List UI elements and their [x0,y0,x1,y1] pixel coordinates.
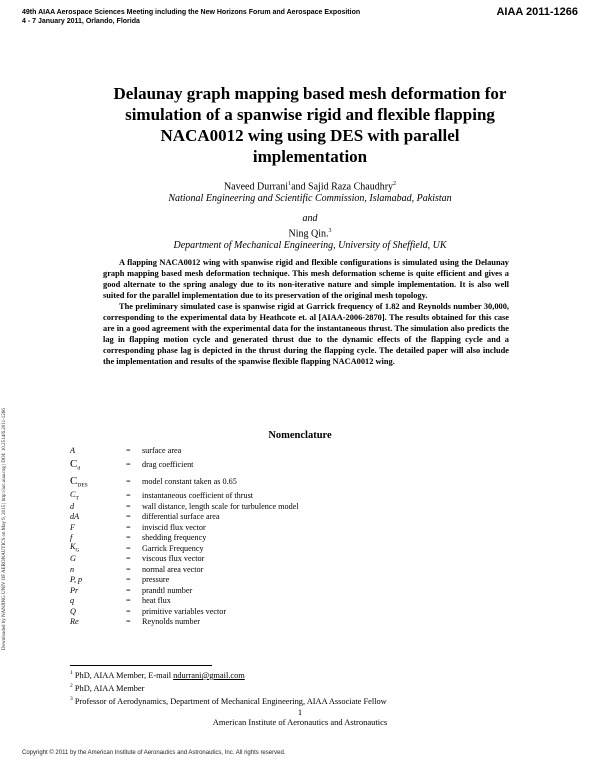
symbol-letter: P, p [70,575,83,585]
equals-sign: = [126,460,131,469]
nomenclature-row [70,543,470,554]
publisher-name: American Institute of Aeronautics and Astronautics [212,717,388,727]
symbol-subscript: DES [77,482,88,489]
footnote-3-number: 3 [70,695,73,702]
nomenclature-description: viscous flux vector [142,554,205,564]
symbol-letter: C [70,489,76,499]
author-1-sup: 1 [288,181,292,187]
nomenclature-row [70,564,470,575]
nomenclature-symbol [70,586,126,595]
nomenclature-symbol [70,490,126,502]
symbol-subscript: T [75,495,79,502]
symbol-letter: Pr [70,585,79,595]
conference-line-1: 49th AIAA Aerospace Sciences Meeting including the New Horizons Forum and Aerospace Exposition [22,9,361,16]
nomenclature-row [70,490,470,501]
nomenclature-row [70,445,470,456]
nomenclature-row [70,575,470,586]
nomenclature-heading: Nomenclature [268,430,332,441]
nomenclature-row [70,606,470,617]
author-email-link[interactable]: ndurrani@gmail.com [173,670,245,680]
footnote-3-text: Professor of Aerodynamics, Department of Mechanical Engineering, AIAA Associate Fellow [74,696,387,706]
footnote-3 [70,694,550,707]
nomenclature-description: model constant taken as 0.65 [142,477,237,486]
nomenclature-row [70,617,470,628]
equals-sign: = [126,533,131,543]
authors-line [90,178,530,193]
equals-sign: = [126,596,131,606]
abstract-paragraph-1: A flapping NACA0012 wing with spanwise rigid and flexible configurations is simulated using the Delaunay graph mapping based mesh deformation technique. This mesh deformation scheme is quite efficient and gives a good alternate to the spring analogy due to its non-iterative nature and simple implementation. It is also well suited for the parallel implementation due to its preservation of the original mesh topology. [103,258,509,300]
nomenclature-symbol [70,607,126,616]
author-1: Naveed Durrani [223,181,289,193]
symbol-letter: dA [70,512,80,522]
nomenclature-description: Garrick Frequency [142,543,204,553]
symbol-letter: Q [70,606,76,616]
nomenclature-description: normal area vector [142,564,204,574]
nomenclature-row [70,596,470,607]
nomenclature-description: drag coefficient [142,460,194,469]
symbol-letter: G [70,554,76,564]
nomenclature-row [70,554,470,565]
equals-sign: = [126,512,131,522]
equals-sign: = [126,491,131,500]
nomenclature-description: differential surface area [142,512,220,522]
equals-sign: = [126,606,131,616]
author-3-sup: 3 [328,228,332,234]
abstract-paragraph-2: The preliminary simulated case is spanwise rigid at Garrick frequency of 1.82 and Reynolds number 30,000, corresponding to the experimental data by Heathcote et. al [AIAA-2006-2870]. The results obtained for this case are in a good agreement with the experimental data for the instantaneous thrust. The simulation also predicts the lag in flapping motion cycle and generated thrust due to the dynamic effects of the flapping cycle and a corresponding phase lag is depicted in the thrust during the flapping cycle. The detailed paper will also include the implementation and results of the spanwise flexible flapping NACA0012 wing. [103,302,509,366]
equals-sign: = [126,522,131,532]
paper-title [70,83,550,167]
equals-sign: = [126,446,131,455]
symbol-letter: A [70,446,76,455]
footnote-1-text: PhD, AIAA Member, E-mail [74,670,172,680]
equals-sign: = [126,554,131,564]
nomenclature-symbol [70,502,126,511]
nomenclature-description: surface area [142,446,182,455]
abstract [103,257,509,367]
nomenclature-description: primitive variables vector [142,606,227,616]
symbol-subscript: G [75,548,80,555]
nomenclature-row [70,501,470,512]
equals-sign: = [126,617,131,627]
conference-header [22,8,360,26]
symbol-letter: K [70,542,76,552]
nomenclature-row [70,456,470,473]
nomenclature-symbol [70,446,126,455]
affiliation-2: Department of Mechanical Engineering, University of Sheffield, UK [173,240,447,252]
nomenclature-description: shedding frequency [142,533,207,543]
symbol-letter: F [70,522,76,532]
affiliation-1: National Engineering and Scientific Commission, Islamabad, Pakistan [168,193,452,205]
symbol-letter: C [70,457,78,470]
title-line-2: simulation of a spanwise rigid and flexible flapping [125,105,495,124]
footnote-2 [70,681,550,694]
equals-sign: = [126,564,131,574]
equals-sign: = [126,585,131,595]
and-separator: and [302,213,318,224]
author-3: Ning Qin. [288,228,329,240]
nomenclature-symbol [70,575,126,584]
nomenclature-row [70,585,470,596]
symbol-letter: f [70,533,73,543]
nomenclature-symbol [70,596,126,605]
nomenclature-description: instantaneous coefficient of thrust [142,491,254,500]
nomenclature-description: Reynolds number [142,617,200,627]
nomenclature-symbol [70,554,126,563]
equals-sign: = [126,501,131,511]
title-line-3: NACA0012 wing using DES with parallel [160,126,460,145]
title-line-1: Delaunay graph mapping based mesh deformation for [113,84,507,103]
nomenclature-symbol [70,523,126,532]
nomenclature-row [70,533,470,544]
nomenclature-symbol [70,512,126,521]
footnotes [70,668,550,706]
nomenclature-row [70,522,470,533]
nomenclature-row [70,512,470,523]
footnote-2-text: PhD, AIAA Member [74,683,145,693]
footnote-rule [70,665,212,666]
symbol-letter: d [70,501,75,511]
author-block-2 [90,213,530,252]
footnote-1-number: 1 [70,670,73,676]
nomenclature-symbol [70,542,126,554]
author-3-line [90,225,530,240]
nomenclature-description: pressure [142,575,170,585]
author-conj: and [291,181,306,193]
nomenclature-description: prandtl number [142,585,193,595]
nomenclature-description: wall distance, length scale for turbulence model [142,501,299,511]
nomenclature-symbol [70,458,126,472]
conference-line-2: 4 - 7 January 2011, Orlando, Florida [22,18,140,25]
author-2-sup: 2 [393,181,397,187]
author-2: Sajid Raza Chaudhry [308,181,394,193]
symbol-letter: n [70,564,75,574]
nomenclature-list [70,445,470,627]
equals-sign: = [126,477,131,486]
nomenclature-description: inviscid flux vector [142,522,206,532]
nomenclature-symbol [70,565,126,574]
title-line-4: implementation [252,147,368,166]
nomenclature-row [70,473,470,490]
page-number: 1 [297,707,303,717]
nomenclature-description: heat flux [142,596,171,606]
author-block-1 [90,178,530,205]
paper-id: AIAA 2011-1266 [496,6,578,18]
equals-sign: = [126,543,131,553]
footnote-2-number: 2 [70,682,73,689]
symbol-letter: C [70,474,78,487]
download-watermark: Downloaded by NANJING UNIV OF AERONAUTICS on May 9, 2015 | http://arc.aiaa.org | DOI: 10.2514/6.2011-1266 [2,408,7,650]
nomenclature-symbol [70,533,126,542]
symbol-letter: Re [70,617,79,627]
footnote-1 [70,668,550,681]
equals-sign: = [126,575,131,585]
nomenclature-symbol [70,475,126,489]
symbol-letter: q [70,596,75,606]
symbol-subscript: d [77,465,81,472]
copyright-notice: Copyright © 2011 by the American Institute of Aeronautics and Astronautics, Inc. All rights reserved. [22,750,286,756]
nomenclature-symbol [70,617,126,626]
